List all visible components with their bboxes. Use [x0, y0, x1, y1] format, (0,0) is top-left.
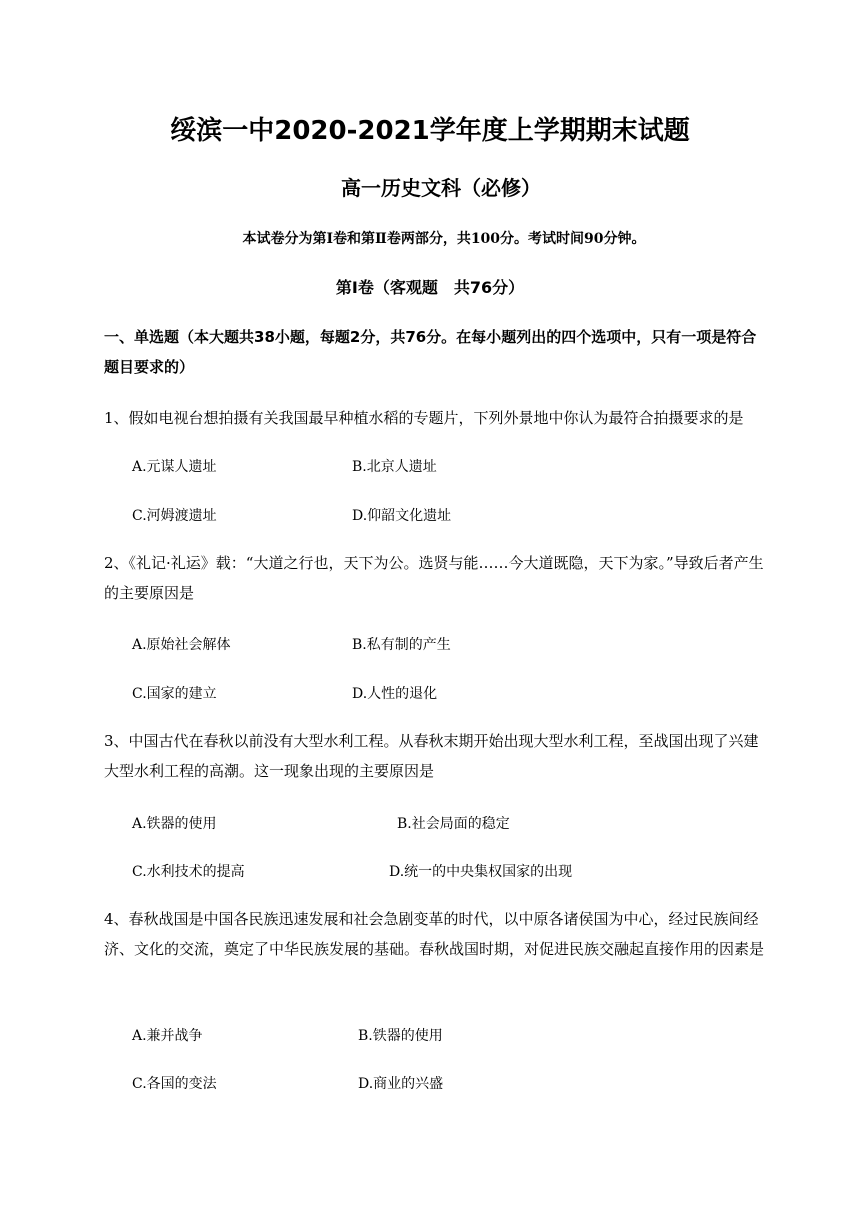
question-option: D.统一的中央集权国家的出现 [389, 864, 573, 880]
question-option: D.人性的退化 [352, 686, 438, 702]
question-option: B.私有制的产生 [352, 637, 451, 653]
question-option: B.铁器的使用 [358, 1028, 443, 1044]
question-option: A.铁器的使用 [132, 816, 217, 832]
question-option: C.国家的建立 [132, 686, 217, 702]
question-option: C.各国的变法 [132, 1076, 217, 1092]
exam-title: 绥滨一中2020-2021学年度上学期期末试题 [170, 116, 690, 146]
question-option: C.水利技术的提高 [132, 864, 245, 880]
question-option: B.北京人遗址 [352, 459, 437, 475]
exam-subtitle: 高一历史文科（必修） [341, 176, 541, 200]
question-stem: 3、中国古代在春秋以前没有大型水利工程。从春秋末期开始出现大型水利工程，至战国出现了兴建大型水利工程的高潮。这一现象出现的主要原因是 [104, 732, 759, 780]
question-option: A.兼并战争 [132, 1028, 203, 1044]
question-option: D.商业的兴盛 [358, 1076, 444, 1092]
question-option: C.河姆渡遗址 [132, 508, 217, 524]
question-stem: 2、《礼记·礼运》载：“大道之行也，天下为公。选贤与能……今大道既隐，天下为家。”导致后者产生的主要原因是 [104, 554, 764, 602]
question-option: A.原始社会解体 [132, 637, 231, 653]
section-heading: 第Ⅰ卷（客观题 共76分） [335, 278, 525, 297]
question-option: D.仰韶文化遗址 [352, 508, 452, 524]
question-option: A.元谋人遗址 [132, 459, 217, 475]
question-stem: 1、假如电视台想拍摄有关我国最早种植水稻的专题片，下列外景地中你认为最符合拍摄要求的是 [104, 409, 744, 427]
exam-note: 本试卷分为第Ⅰ卷和第Ⅱ卷两部分，共100分。考试时间90分钟。 [242, 231, 646, 247]
question-stem: 4、春秋战国是中国各民族迅速发展和社会急剧变革的时代，以中原各诸侯国为中心，经过民族间经济、文化的交流，奠定了中华民族发展的基础。春秋战国时期，对促进民族交融起直接作用的因素是 [104, 910, 765, 958]
section-instructions: 一、单选题（本大题共38小题，每题2分，共76分。在每小题列出的四个选项中，只有一项是符合题目要求的） [104, 328, 757, 376]
question-option: B.社会局面的稳定 [397, 816, 510, 832]
